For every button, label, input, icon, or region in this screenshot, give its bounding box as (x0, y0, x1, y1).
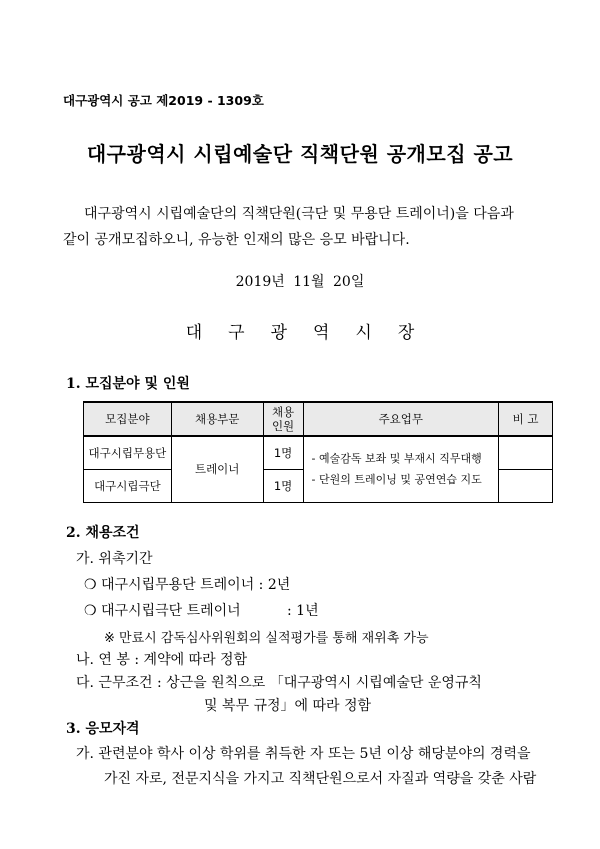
header-field: 모집분야 (84, 402, 172, 436)
notice-number: 대구광역시 공고 제2019 - 1309호 (63, 93, 264, 108)
term-dance: ❍ 대구시립무용단 트레이너 : 2년 (84, 577, 291, 593)
count-cell: 1명 (263, 436, 303, 469)
duty-item: - 예술감독 보좌 및 부재시 직무대행 (311, 452, 482, 466)
duties-cell (303, 436, 499, 502)
term-theater: ❍ 대구시립극단 트레이너 (84, 603, 241, 619)
term-heading: 가. 위촉기간 (76, 551, 153, 567)
remarks-cell (499, 469, 553, 502)
work-conditions-line-2: 및 복무 규정」에 따라 정함 (204, 698, 372, 714)
salary-line: 나. 연 봉 : 계약에 따라 정함 (76, 652, 248, 668)
table-row (84, 436, 553, 469)
header-remarks: 비 고 (499, 402, 553, 436)
section-3-heading: 3. 응모자격 (66, 721, 140, 737)
intro-line-1: 대구광역시 시립예술단의 직책단원(극단 및 무용단 트레이너)을 다음과 (84, 206, 514, 222)
header-duties: 주요업무 (303, 402, 499, 436)
issuer-name: 대구광역시장 (185, 323, 441, 343)
duty-item: - 단원의 트레이닝 및 공연연습 지도 (311, 473, 482, 487)
renewal-note: ※ 만료시 감독심사위원회의 실적평가를 통해 재위촉 가능 (104, 631, 429, 646)
division-cell: 트레이너 (171, 436, 263, 502)
section-2-heading: 2. 채용조건 (66, 525, 140, 541)
recruitment-table (83, 401, 553, 503)
field-cell: 대구시립무용단 (84, 436, 172, 469)
announcement-date: 2019년 11월 20일 (235, 274, 365, 290)
header-count: 채용 인원 (263, 402, 303, 436)
remarks-cell (499, 436, 553, 469)
intro-line-2: 같이 공개모집하오니, 유능한 인재의 많은 응모 바랍니다. (63, 232, 410, 248)
count-cell: 1명 (263, 469, 303, 502)
table-header-row (84, 402, 553, 436)
field-cell: 대구시립극단 (84, 469, 172, 502)
qualification-line-2: 가진 자로, 전문지식을 가지고 직책단원으로서 자질과 역량을 갖춘 사람 (104, 771, 537, 787)
work-conditions-line-1: 다. 근무조건 : 상근을 원칙으로 「대구광역시 시립예술단 운영규칙 (76, 675, 482, 691)
section-1-heading: 1. 모집분야 및 인원 (66, 376, 190, 392)
term-theater-value: : 1년 (287, 603, 319, 619)
page-title: 대구광역시 시립예술단 직책단원 공개모집 공고 (86, 142, 514, 166)
qualification-line-1: 가. 관련분야 학사 이상 학위를 취득한 자 또는 5년 이상 해당분야의 경력을 (76, 746, 531, 762)
header-division: 채용부문 (171, 402, 263, 436)
